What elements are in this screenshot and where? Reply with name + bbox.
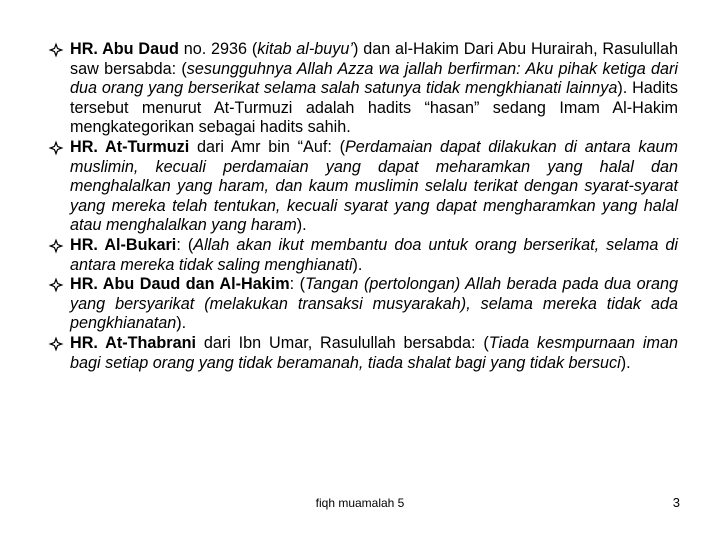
- hadith-item: [48, 275, 678, 334]
- hadith-text: ).: [352, 255, 363, 274]
- hadith-item: [48, 236, 678, 275]
- hadith-text: : (: [176, 235, 194, 254]
- hadith-text: dari Ibn Umar, Rasulullah bersabda: (: [195, 333, 489, 352]
- hadith-text: no. 2936 (: [178, 40, 258, 58]
- diamond-bullet-icon: [48, 238, 64, 254]
- hadith-source: HR. Abu Daud: [70, 40, 179, 58]
- hadith-text: ). Hadits tersebut menurut At-Turmuzi adalah hadits “hasan” sedang Imam Al-Hakim mengkategorikan sebagai hadits sahih.: [70, 79, 678, 137]
- hadith-quote: Tangan (pertolongan) Allah berada pada dua orang yang bersyarikat (melakukan transaksi musyarakah), selama mereka tidak ada pengkhianatan: [70, 275, 679, 333]
- diamond-bullet-icon: [48, 277, 64, 293]
- hadith-quote: kitab al-buyu’: [257, 40, 353, 58]
- footer-text: fiqh muamalah 5: [315, 496, 405, 510]
- diamond-bullet-icon: [48, 336, 64, 352]
- hadith-text: : (: [289, 275, 306, 294]
- hadith-text: ) dan al-Hakim Dari Abu Hurairah, Rasulullah saw bersabda: (: [70, 40, 678, 78]
- hadith-text: ).: [176, 314, 187, 333]
- hadith-source: HR. At-Thabrani: [70, 333, 196, 352]
- hadith-quote: Allah akan ikut membantu doa untuk orang berserikat, selama di antara mereka tidak saling menghianati: [70, 235, 679, 274]
- hadith-source: HR. Al-Bukari: [70, 235, 177, 254]
- hadith-item: [48, 138, 678, 236]
- diamond-bullet-icon: [48, 140, 64, 156]
- hadith-quote: sesungguhnya Allah Azza wa jallah berfirman: Aku pihak ketiga dari dua orang yang berserikat selama salah satunya tidak mengkhianati lainnya: [70, 59, 678, 98]
- hadith-item: [48, 40, 678, 138]
- hadith-text: dari Amr bin “Auf: (: [189, 137, 345, 156]
- hadith-item: [48, 334, 678, 373]
- hadith-text: ).: [620, 353, 631, 372]
- hadith-text: ).: [296, 216, 307, 235]
- hadith-quote: Perdamaian dapat dilakukan di antara kaum muslimin, kecuali perdamaian yang dapat meharamkan yang halal dan menghalalkan yang haram, dan kaum muslimin selalu terikat dengan syarat-syarat yang mereka telah tentukan, kecuali syarat yang dapat mengharamkan yang halal atau menghalalkan yang haram: [70, 137, 678, 235]
- diamond-bullet-icon: [48, 42, 64, 58]
- hadith-source: HR. Abu Daud dan Al-Hakim: [70, 275, 290, 294]
- hadith-list: [48, 40, 678, 373]
- hadith-source: HR. At-Turmuzi: [70, 137, 190, 156]
- hadith-quote: Tiada kesmpurnaan iman bagi setiap orang yang tidak beramanah, tiada shalat bagi yang tidak bersuci: [70, 333, 678, 372]
- page-number: 3: [672, 495, 680, 510]
